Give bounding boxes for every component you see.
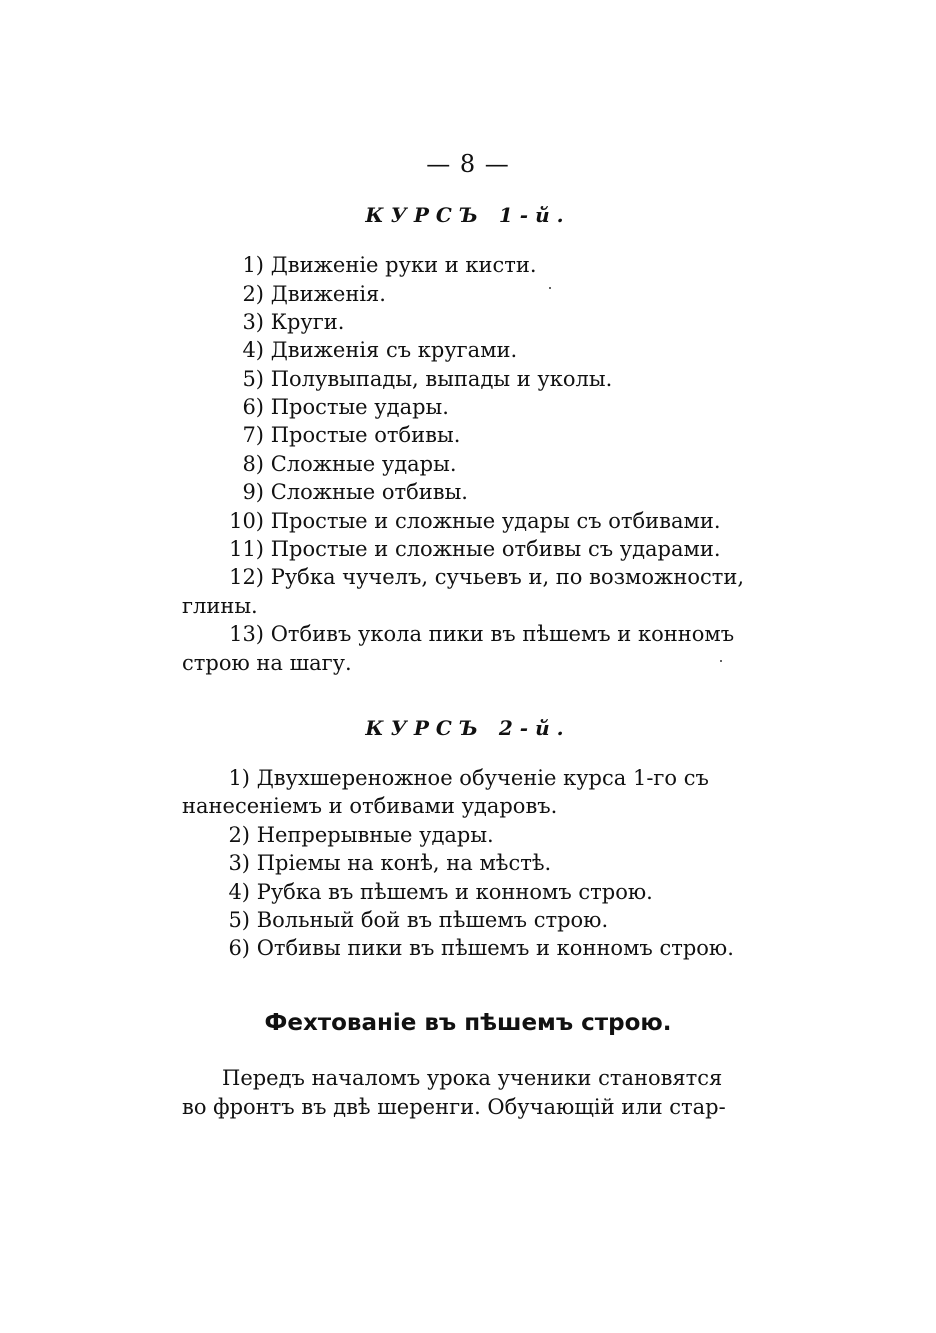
item-number: 6) <box>242 395 264 419</box>
item-number: 5) <box>242 367 264 391</box>
item-number: 9) <box>242 480 264 504</box>
list-item <box>222 365 612 393</box>
item-number: 13) <box>229 622 264 646</box>
item-text: Двухшереножное обученіе курса 1-го съ <box>256 766 709 790</box>
list-item <box>222 280 386 308</box>
item-number: 1) <box>228 766 250 790</box>
item-number: 3) <box>242 310 264 334</box>
item-text: Движеніе руки и кисти. <box>270 253 537 277</box>
section-heading: Фехтованіе въ пѣшемъ строю. <box>264 1010 672 1036</box>
item-text: Отбивы пики въ пѣшемъ и конномъ строю. <box>256 936 734 960</box>
ink-speck <box>720 660 722 662</box>
item-text: Сложные удары. <box>270 452 457 476</box>
item-text: Движенія съ кругами. <box>270 338 518 362</box>
item-number: 12) <box>229 565 264 589</box>
item-number: 2) <box>228 823 250 847</box>
course-1-title: КУРСЪ 1-й. <box>365 203 571 227</box>
item-continuation: нанесеніемъ и отбивами ударовъ. <box>182 794 558 818</box>
item-text: Простые и сложные удары съ отбивами. <box>270 509 721 533</box>
item-number: 4) <box>228 880 250 904</box>
list-item <box>222 535 721 563</box>
ink-speck <box>549 287 551 289</box>
item-number: 11) <box>229 537 264 561</box>
item-text: Простые отбивы. <box>270 423 461 447</box>
item-text: Пріемы на конѣ, на мѣстѣ. <box>256 851 552 875</box>
list-item <box>210 764 709 792</box>
page-number: — 8 — <box>426 150 510 178</box>
list-item <box>222 308 344 336</box>
list-item <box>210 934 734 962</box>
item-text: Вольный бой въ пѣшемъ строю. <box>256 908 609 932</box>
item-number: 5) <box>228 908 250 932</box>
item-text: Простые и сложные отбивы съ ударами. <box>270 537 721 561</box>
item-text: Рубка въ пѣшемъ и конномъ строю. <box>256 880 653 904</box>
item-text: Движенія. <box>270 282 386 306</box>
list-item <box>222 421 460 449</box>
item-text: Полувыпады, выпады и уколы. <box>270 367 613 391</box>
item-number: 7) <box>242 423 264 447</box>
item-text: Непрерывные удары. <box>256 823 494 847</box>
item-continuation: глины. <box>182 594 258 618</box>
list-item <box>222 393 449 421</box>
paragraph-line: во фронтъ въ двѣ шеренги. Обучающій или стар- <box>182 1095 726 1119</box>
list-item <box>222 450 457 478</box>
list-item <box>222 478 468 506</box>
item-text: Сложные отбивы. <box>270 480 468 504</box>
list-item <box>210 821 494 849</box>
item-number: 1) <box>242 253 264 277</box>
item-text: Простые удары. <box>270 395 449 419</box>
item-number: 6) <box>228 936 250 960</box>
list-item <box>210 849 551 877</box>
list-item <box>210 906 608 934</box>
item-number: 10) <box>229 509 264 533</box>
item-number: 4) <box>242 338 264 362</box>
list-item <box>210 878 653 906</box>
item-text: Отбивъ укола пики въ пѣшемъ и конномъ <box>270 622 735 646</box>
item-text: Рубка чучелъ, сучьевъ и, по возможности, <box>270 565 745 589</box>
item-number: 3) <box>228 851 250 875</box>
list-item <box>222 251 537 279</box>
item-text: Круги. <box>270 310 345 334</box>
list-item <box>222 563 744 591</box>
list-item <box>222 336 517 364</box>
course-2-title: КУРСЪ 2-й. <box>365 716 571 740</box>
paragraph-line: Передъ началомъ урока ученики становятся <box>222 1066 723 1090</box>
item-number: 2) <box>242 282 264 306</box>
item-continuation: строю на шагу. <box>182 651 352 675</box>
list-item <box>222 620 734 648</box>
list-item <box>222 507 721 535</box>
item-number: 8) <box>242 452 264 476</box>
